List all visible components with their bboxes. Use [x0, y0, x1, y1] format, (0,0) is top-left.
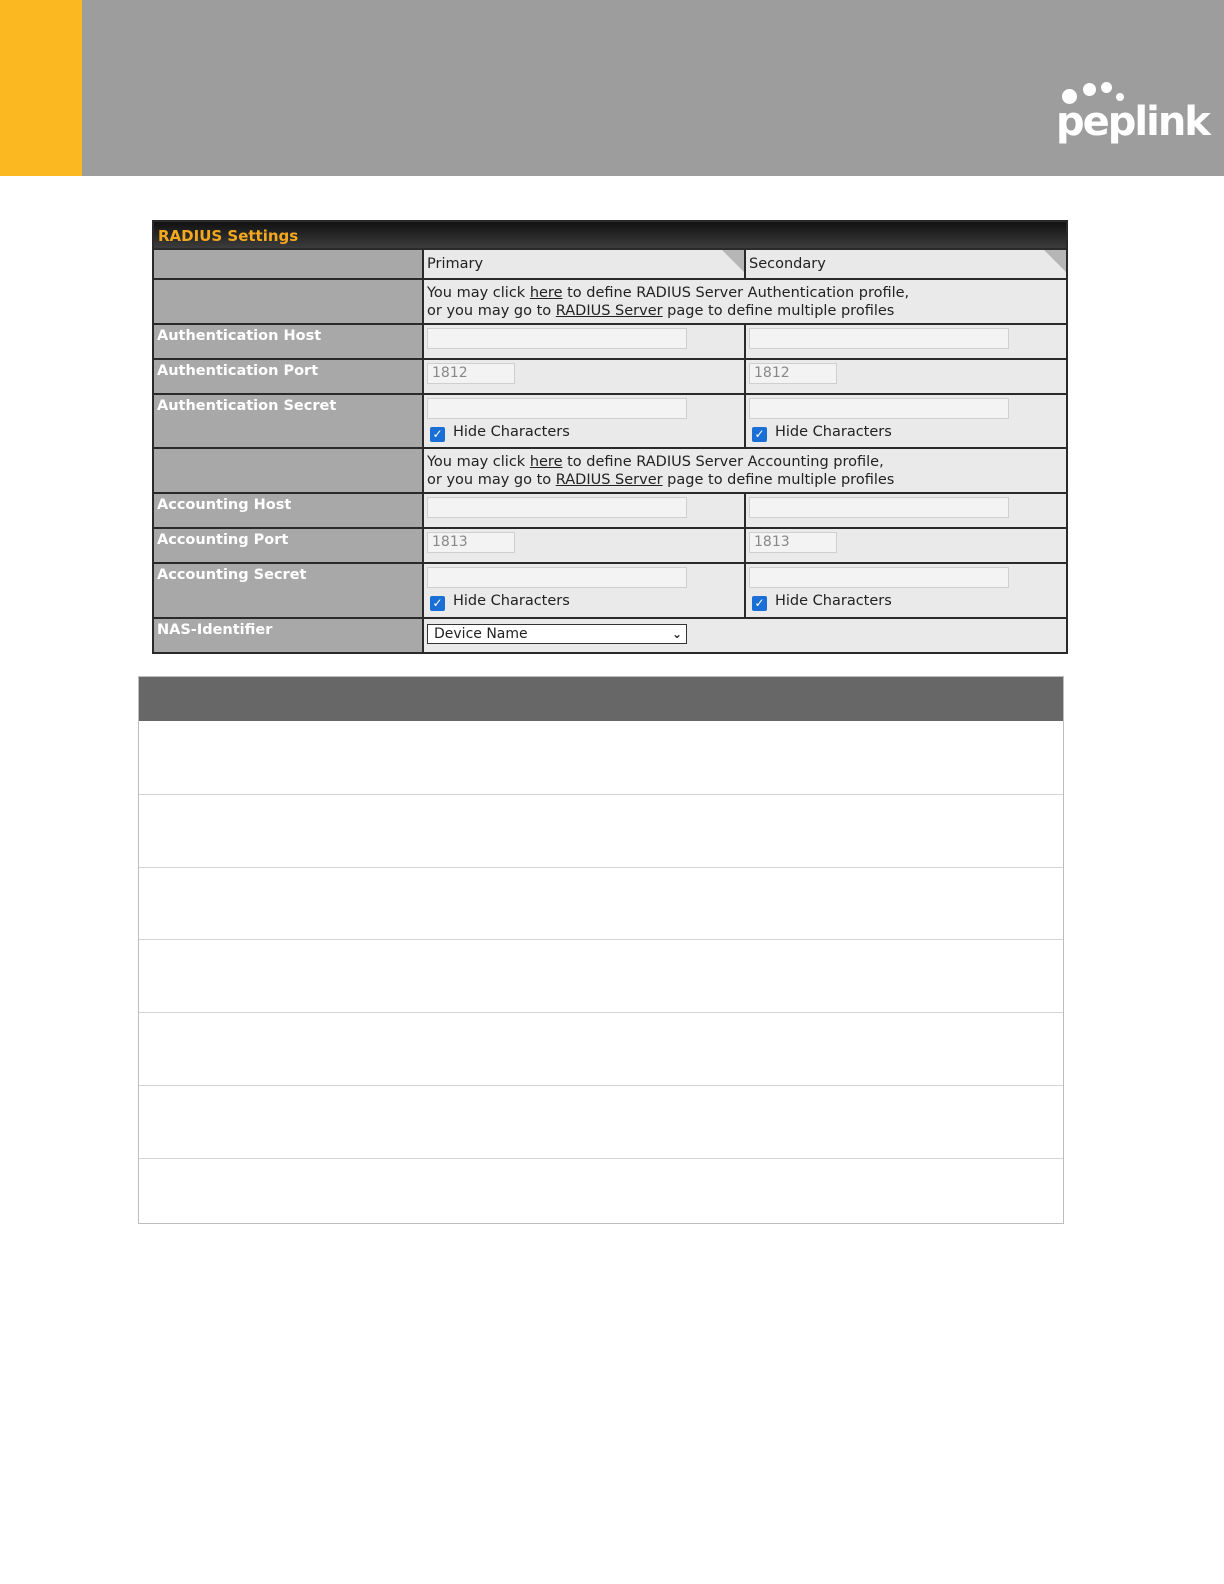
radius-settings-panel — [152, 220, 1068, 654]
header-accent-bar — [0, 0, 82, 176]
secondary-label: Secondary — [749, 256, 826, 272]
hide-characters-label: Hide Characters — [453, 593, 570, 609]
logo-dot — [1083, 83, 1096, 96]
acct-port-secondary-cell — [744, 529, 1066, 562]
acct-secret-row — [154, 562, 1066, 617]
acct-host-primary-cell — [424, 494, 744, 527]
corner-tab-icon — [1044, 250, 1066, 272]
acct-secret-primary-input[interactable] — [427, 567, 687, 588]
hide-characters-label: Hide Characters — [775, 593, 892, 609]
auth-port-label: Authentication Port — [154, 360, 424, 393]
auth-port-primary-cell — [424, 360, 744, 393]
acct-port-secondary-input[interactable]: 1813 — [749, 532, 837, 553]
table-row — [139, 940, 1063, 1013]
peplink-logo — [1052, 78, 1209, 158]
hide-characters-checkbox[interactable]: ✓ — [752, 427, 767, 442]
acct-secret-secondary-cell — [744, 564, 1066, 617]
auth-port-secondary-input[interactable]: 1812 — [749, 363, 837, 384]
auth-port-row — [154, 358, 1066, 393]
description-table-header — [139, 677, 1063, 721]
column-header-row — [154, 248, 1066, 278]
auth-secret-primary-input[interactable] — [427, 398, 687, 419]
auth-radius-server-link[interactable]: RADIUS Server — [555, 303, 663, 319]
hide-characters-checkbox[interactable]: ✓ — [752, 596, 767, 611]
table-row — [139, 1086, 1063, 1159]
primary-label: Primary — [427, 256, 484, 272]
table-row — [139, 721, 1063, 795]
auth-note — [424, 280, 1066, 323]
nas-identifier-cell — [424, 619, 1066, 652]
table-row — [139, 868, 1063, 940]
acct-secret-label: Accounting Secret — [154, 564, 424, 617]
acct-note — [424, 449, 1066, 492]
acct-port-primary-input[interactable]: 1813 — [427, 532, 515, 553]
note-text: to define RADIUS Server Authentication profile, — [562, 285, 910, 301]
acct-secret-secondary-input[interactable] — [749, 567, 1009, 588]
auth-host-label: Authentication Host — [154, 325, 424, 358]
note-text: or you may go to — [427, 303, 556, 319]
row-label-empty — [154, 280, 424, 323]
note-text: page to define multiple profiles — [662, 303, 895, 319]
auth-host-primary-input[interactable] — [427, 328, 687, 349]
nas-identifier-row — [154, 617, 1066, 652]
auth-secret-primary-cell — [424, 395, 744, 447]
row-label-empty — [154, 250, 424, 278]
chevron-down-icon: ⌄ — [671, 627, 682, 641]
auth-port-primary-input[interactable]: 1812 — [427, 363, 515, 384]
secondary-column-header — [744, 250, 1066, 278]
acct-note-row — [154, 447, 1066, 492]
note-text: You may click — [427, 454, 530, 470]
auth-note-row — [154, 278, 1066, 323]
table-row — [139, 795, 1063, 868]
acct-host-row — [154, 492, 1066, 527]
table-row — [139, 1013, 1063, 1086]
logo-wordmark: peplink — [1056, 99, 1209, 145]
description-table — [138, 676, 1064, 1224]
primary-column-header — [424, 250, 744, 278]
note-text: You may click — [427, 285, 530, 301]
note-text: page to define multiple profiles — [662, 472, 895, 488]
nas-identifier-label: NAS-Identifier — [154, 619, 424, 652]
auth-secret-label: Authentication Secret — [154, 395, 424, 447]
auth-secret-secondary-input[interactable] — [749, 398, 1009, 419]
acct-radius-server-link[interactable]: RADIUS Server — [555, 472, 663, 488]
table-row — [139, 1159, 1063, 1223]
acct-host-primary-input[interactable] — [427, 497, 687, 518]
hide-characters-label: Hide Characters — [775, 424, 892, 440]
acct-port-row — [154, 527, 1066, 562]
auth-host-row — [154, 323, 1066, 358]
acct-port-label: Accounting Port — [154, 529, 424, 562]
auth-secret-row — [154, 393, 1066, 447]
hide-characters-checkbox[interactable]: ✓ — [430, 596, 445, 611]
acct-host-secondary-cell — [744, 494, 1066, 527]
acct-here-link[interactable]: here — [529, 454, 563, 470]
hide-characters-checkbox[interactable]: ✓ — [430, 427, 445, 442]
auth-host-secondary-cell — [744, 325, 1066, 358]
note-text: or you may go to — [427, 472, 556, 488]
nas-identifier-select[interactable] — [427, 624, 687, 644]
nas-identifier-value: Device Name — [434, 626, 528, 642]
acct-host-secondary-input[interactable] — [749, 497, 1009, 518]
panel-title: RADIUS Settings — [154, 222, 1066, 248]
auth-host-secondary-input[interactable] — [749, 328, 1009, 349]
auth-host-primary-cell — [424, 325, 744, 358]
corner-tab-icon — [722, 250, 744, 272]
hide-characters-label: Hide Characters — [453, 424, 570, 440]
auth-secret-secondary-cell — [744, 395, 1066, 447]
acct-secret-primary-cell — [424, 564, 744, 617]
acct-host-label: Accounting Host — [154, 494, 424, 527]
page-header — [0, 0, 1224, 176]
acct-port-primary-cell — [424, 529, 744, 562]
row-label-empty — [154, 449, 424, 492]
note-text: to define RADIUS Server Accounting profile, — [562, 454, 884, 470]
logo-dot — [1101, 82, 1112, 93]
auth-here-link[interactable]: here — [529, 285, 563, 301]
auth-port-secondary-cell — [744, 360, 1066, 393]
